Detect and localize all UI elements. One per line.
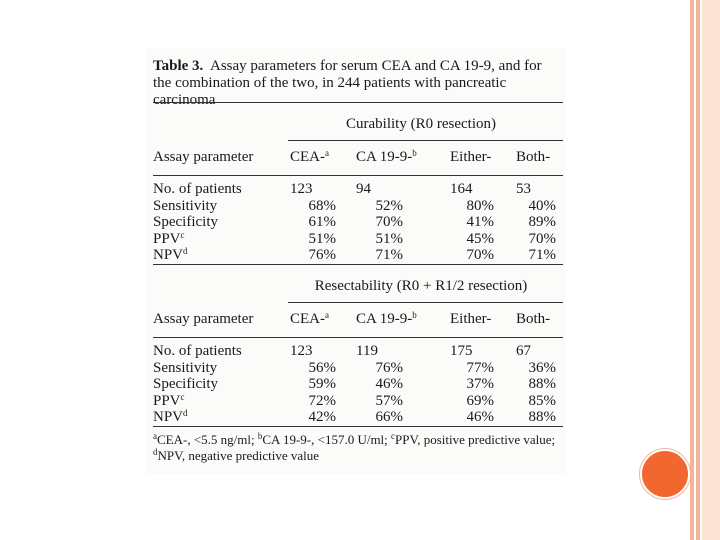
- table-cell: 46%: [375, 376, 403, 392]
- table-cell: 89%: [528, 214, 556, 230]
- table-cell: 123: [290, 181, 313, 197]
- table-footnotes: [153, 432, 563, 464]
- section-title: Resectability (R0 + R1/2 resection): [314, 278, 528, 294]
- table-cell: 52%: [375, 197, 403, 214]
- table-cell: 56%: [308, 359, 336, 376]
- section-title: Curability (R0 resection): [346, 116, 496, 132]
- table-cell: 53: [516, 181, 531, 197]
- table-cell: 36%: [528, 359, 556, 376]
- table-cell: 41%: [466, 214, 494, 230]
- table-cell: 66%: [375, 409, 403, 425]
- table-cell: 67: [516, 343, 531, 359]
- footnote-mark: a: [325, 148, 329, 158]
- footnote-mark: c: [180, 391, 185, 402]
- footnote-mark: a: [325, 310, 329, 320]
- table-cell: 45%: [466, 230, 494, 247]
- footnote-mark: d: [183, 246, 188, 256]
- table-cell: 42%: [308, 409, 336, 425]
- footnote-mark: c: [391, 431, 396, 441]
- footnote-mark: b: [257, 431, 263, 441]
- column-header-param: Assay parameter: [153, 149, 254, 165]
- section-title-rule: [288, 302, 563, 303]
- table-cell: 37%: [466, 376, 494, 392]
- section-bottom-rule: [153, 426, 563, 427]
- table-cell: 85%: [528, 392, 556, 409]
- table-cell: 51%: [308, 230, 336, 247]
- table-cell: 72%: [308, 392, 336, 409]
- table-cell: 70%: [466, 247, 494, 263]
- table-cell: 46%: [466, 409, 494, 425]
- section-title-rule: [288, 140, 563, 141]
- row-label: No. of patients: [153, 343, 242, 359]
- table-cell: 164: [450, 181, 473, 197]
- row-label: Specificity: [153, 376, 218, 392]
- header-rule: [153, 175, 563, 176]
- row-label: NPV$^d$: [153, 246, 188, 263]
- table-number: Table 3.: [153, 58, 204, 74]
- column-header: CA 19-9-$^b$: [356, 310, 417, 327]
- table-cell: 76%: [375, 359, 403, 376]
- row-label: No. of patients: [153, 181, 242, 197]
- footnote-mark: c: [180, 229, 185, 240]
- footnote-text: CA 19-9-, <157.0 U/ml;: [262, 432, 392, 447]
- column-header-param: Assay parameter: [153, 311, 254, 327]
- right-border-panel: [702, 0, 720, 540]
- footnote-mark: b: [412, 148, 417, 158]
- row-label: Specificity: [153, 214, 218, 230]
- row-label: Sensitivity: [153, 359, 218, 376]
- footnote-text: PPV, positive predictive value;: [395, 432, 556, 447]
- top-rule: [153, 102, 563, 103]
- footnote-text: NPV, negative predictive value: [157, 448, 319, 463]
- column-header: Both-: [516, 149, 551, 165]
- table-cell: 77%: [466, 359, 494, 376]
- table-image: [146, 48, 565, 474]
- section-bottom-rule: [153, 264, 563, 265]
- row-label: Sensitivity: [153, 197, 218, 214]
- table-cell: 76%: [308, 247, 336, 263]
- footnote-text: CEA-, <5.5 ng/ml;: [157, 432, 258, 447]
- table-cell: 61%: [308, 214, 336, 230]
- footnote-mark: b: [412, 310, 417, 320]
- table-cell: 80%: [466, 197, 494, 214]
- table-cell: 68%: [308, 197, 336, 214]
- column-header: CEA-$^a$: [290, 148, 329, 165]
- table-cell: 70%: [375, 214, 403, 230]
- table-cell: 71%: [528, 247, 556, 263]
- table-cell: 59%: [308, 376, 336, 392]
- table-cell: 123: [290, 343, 313, 359]
- table-cell: 71%: [375, 247, 403, 263]
- footnote-mark: a: [153, 431, 157, 441]
- column-header: Either-: [450, 149, 492, 165]
- table-cell: 94: [356, 181, 371, 197]
- table-cell: 175: [450, 343, 473, 359]
- table-cell: 70%: [528, 230, 556, 247]
- footnote-mark: d: [153, 447, 158, 457]
- table-caption-text: Assay parameters for serum CEA and CA 19-9, and for the combination of the two, in 244 patients with pancreatic carcinoma: [153, 58, 542, 108]
- table-cell: 88%: [528, 376, 556, 392]
- table-cell: 40%: [528, 197, 556, 214]
- right-border-stripe-1: [690, 0, 694, 540]
- row-label: PPV$^c$: [153, 229, 185, 247]
- column-header: CA 19-9-$^b$: [356, 148, 417, 165]
- column-header: Both-: [516, 311, 551, 327]
- table-cell: 57%: [375, 392, 403, 409]
- orange-circle-decoration: [640, 449, 690, 499]
- table-cell: 51%: [375, 230, 403, 247]
- header-rule: [153, 337, 563, 338]
- row-label: PPV$^c$: [153, 391, 185, 409]
- footnote-mark: d: [183, 408, 188, 418]
- table-cell: 119: [356, 343, 378, 359]
- column-header: CEA-$^a$: [290, 310, 329, 327]
- table-cell: 69%: [466, 392, 494, 409]
- right-border-stripe-2: [696, 0, 700, 540]
- column-header: Either-: [450, 311, 492, 327]
- row-label: NPV$^d$: [153, 408, 188, 425]
- table-cell: 88%: [528, 409, 556, 425]
